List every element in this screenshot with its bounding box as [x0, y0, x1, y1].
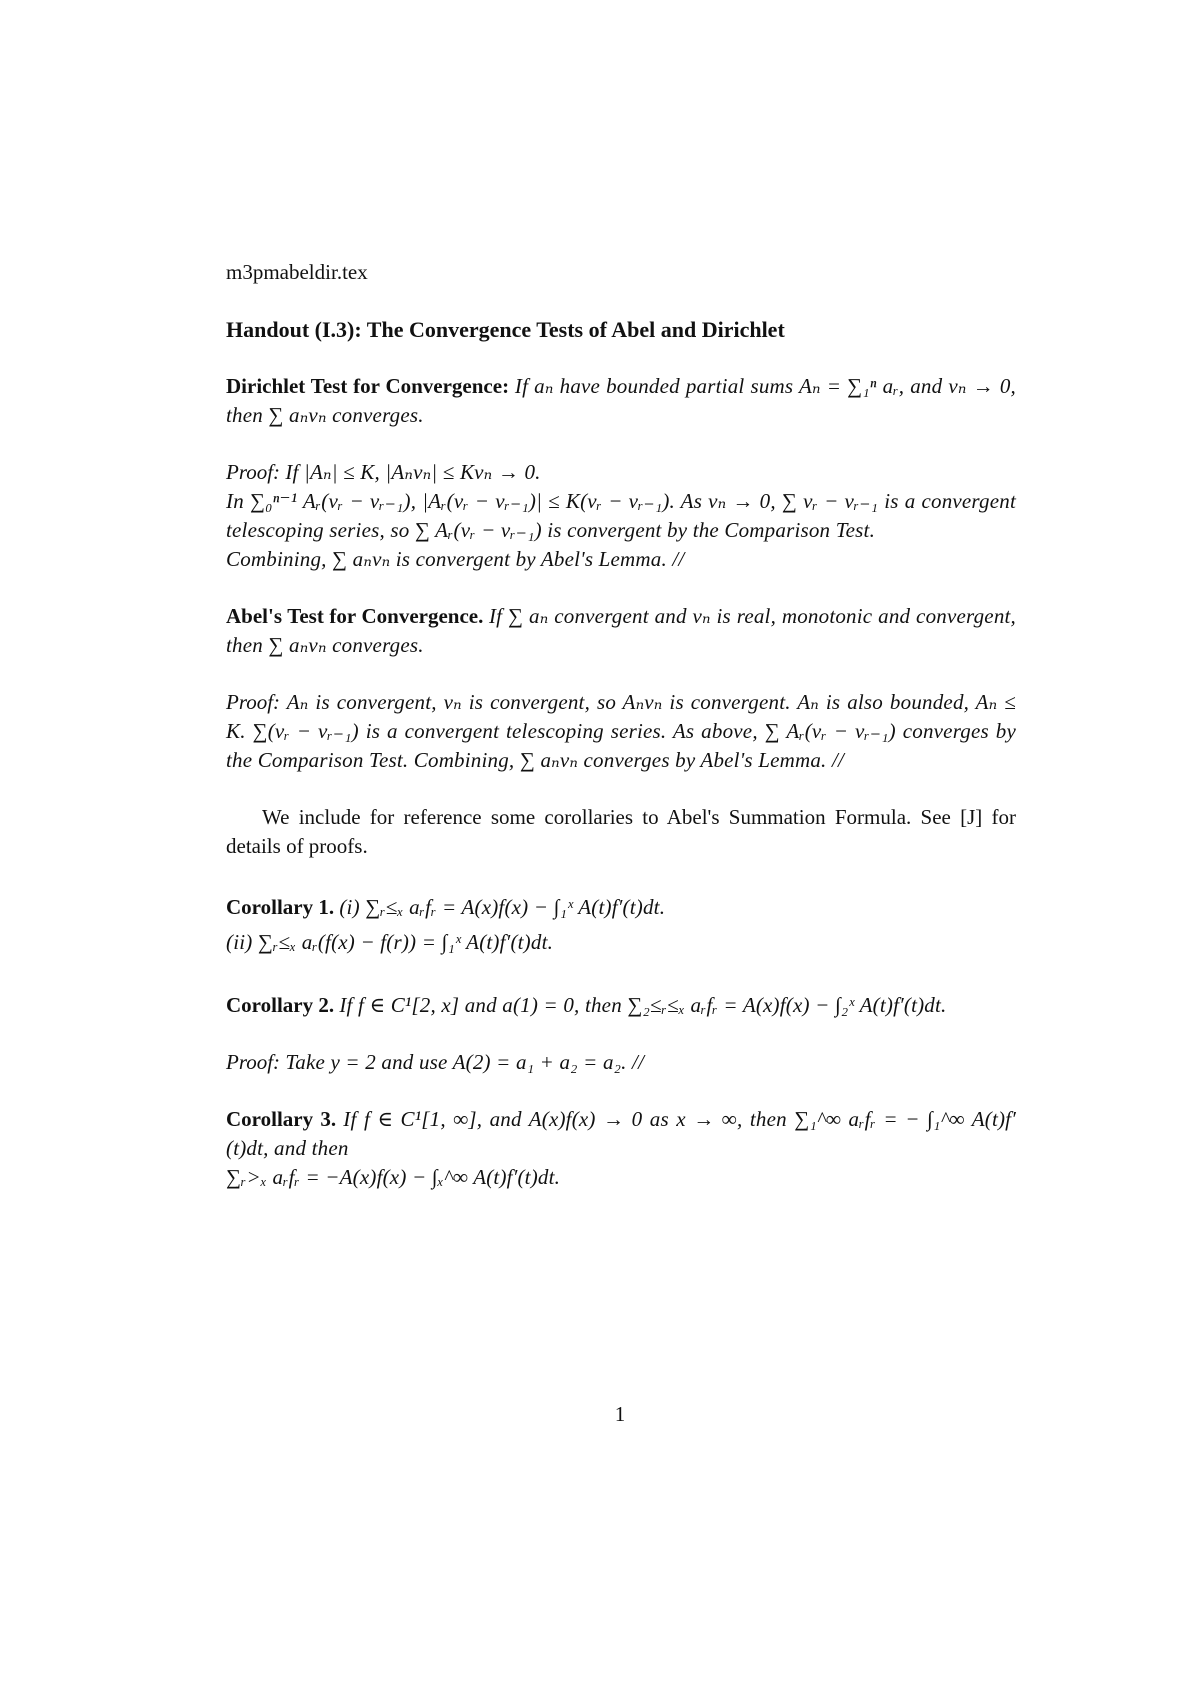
- corollary-2-proof-label: Proof:: [226, 1050, 281, 1074]
- corollary-3-heading: Corollary 3.: [226, 1107, 337, 1131]
- corollary-2-heading: Corollary 2.: [226, 993, 335, 1017]
- abel-test-statement: If ∑ aₙ convergent and vₙ is real, monotonic and convergent, then ∑ aₙvₙ converges.: [226, 604, 1017, 657]
- reference-paragraph: We include for reference some corollaries to Abel's Summation Formula. See [J] for details of proofs.: [226, 805, 1016, 858]
- spacer: [226, 775, 1016, 803]
- abel-proof-label: Proof:: [226, 690, 281, 714]
- spacer: [226, 1077, 1016, 1105]
- dirichlet-proof-line-2: In ∑₀ⁿ⁻¹ Aᵣ(vᵣ − vᵣ₋₁), |Aᵣ(vᵣ − vᵣ₋₁)| ≤ K(vᵣ − vᵣ₋₁). As vₙ → 0, ∑ vᵣ − vᵣ₋₁ is a convergent telescoping series, so ∑ Aᵣ(vᵣ − vᵣ₋₁) is convergent by the Comparison Test.: [226, 489, 1016, 542]
- page-number: 1: [614, 1402, 626, 1426]
- abel-proof-text: Aₙ is convergent, vₙ is convergent, so Aₙvₙ is convergent. Aₙ is also bounded, Aₙ ≤ K. ∑(vᵣ − vᵣ₋₁) is a convergent telescoping series. As above, ∑ Aᵣ(vᵣ − vᵣ₋₁) converges by the Comparison Test. Combining, ∑ aₙvₙ converges by Abel's Lemma. //: [226, 690, 1016, 772]
- corollary-3-paragraph: [226, 1105, 1016, 1192]
- corollary-1-heading: Corollary 1.: [226, 895, 335, 919]
- spacer: [226, 430, 1016, 458]
- corollary-2-proof-paragraph: [226, 1048, 1016, 1077]
- dirichlet-proof-line-1: If |Aₙ| ≤ K, |Aₙvₙ| ≤ Kvₙ → 0.: [285, 460, 541, 484]
- spacer: [226, 861, 1016, 893]
- corollary-1-part-1: (i) ∑ᵣ≤ₓ aᵣfᵣ = A(x)f(x) − ∫₁ˣ A(t)f′(t)dt.: [339, 895, 666, 919]
- spacer: [226, 287, 1016, 315]
- dirichlet-test-heading: Dirichlet Test for Convergence:: [226, 374, 510, 398]
- corollary-2-paragraph: [226, 991, 1016, 1020]
- abel-proof-paragraph: [226, 688, 1016, 775]
- abel-test-paragraph: [226, 602, 1016, 660]
- corollary-1-part-2: (ii) ∑ᵣ≤ₓ aᵣ(f(x) − f(r)) = ∫₁ˣ A(t)f′(t)dt.: [226, 930, 554, 954]
- corollary-2-statement: If f ∈ C¹[2, x] and a(1) = 0, then ∑₂≤ᵣ≤ₓ aᵣfᵣ = A(x)f(x) − ∫₂ˣ A(t)f′(t)dt.: [339, 993, 947, 1017]
- dirichlet-proof-paragraph: [226, 458, 1016, 574]
- spacer: [226, 344, 1016, 372]
- corollary-1-paragraph: [226, 893, 1016, 957]
- document-body: [226, 258, 1016, 1192]
- spacer: [226, 660, 1016, 688]
- dirichlet-proof-label: Proof:: [226, 460, 281, 484]
- dirichlet-proof-line-3: Combining, ∑ aₙvₙ is convergent by Abel's Lemma. //: [226, 547, 685, 571]
- spacer: [226, 1020, 1016, 1048]
- abel-test-heading: Abel's Test for Convergence.: [226, 604, 484, 628]
- corollary-3-statement: If f ∈ C¹[1, ∞], and A(x)f(x) → 0 as x → ∞, then ∑₁^∞ aᵣfᵣ = − ∫₁^∞ A(t)f′(t)dt, and then: [226, 1107, 1016, 1160]
- corollary-3-line-2: ∑ᵣ>ₓ aᵣfᵣ = −A(x)f(x) − ∫ₓ^∞ A(t)f′(t)dt.: [226, 1165, 561, 1189]
- spacer: [226, 963, 1016, 991]
- dirichlet-test-statement: If aₙ have bounded partial sums Aₙ = ∑₁ⁿ aᵣ, and vₙ → 0, then ∑ aₙvₙ converges.: [226, 374, 1017, 427]
- page-title: Handout (I.3): The Convergence Tests of Abel and Dirichlet: [226, 317, 785, 342]
- spacer: [226, 574, 1016, 602]
- corollary-2-proof-text: Take y = 2 and use A(2) = a₁ + a₂ = a₂. //: [285, 1050, 645, 1074]
- dirichlet-test-paragraph: [226, 372, 1016, 430]
- file-name: m3pmabeldir.tex: [226, 260, 368, 284]
